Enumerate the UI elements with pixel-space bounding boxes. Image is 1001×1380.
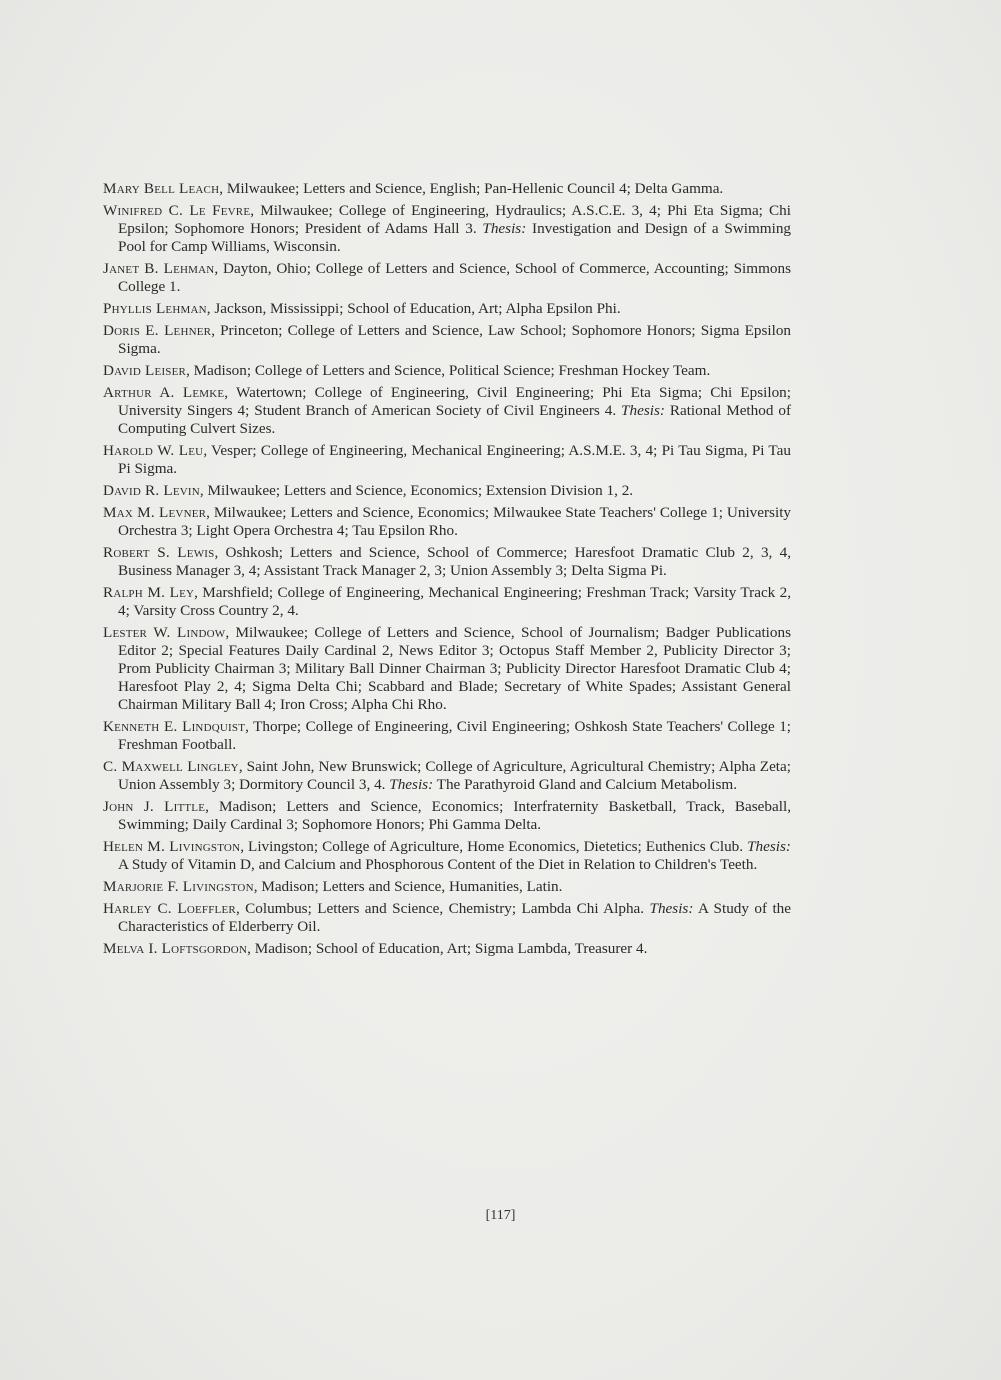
- entry-text: , Princeton; College of Letters and Science, Law School; Sophomore Honors; Sigma Epsilon Sigma.: [118, 322, 792, 357]
- entry-little: [103, 798, 791, 834]
- thesis-label: Thesis:: [621, 402, 665, 419]
- entry-name: Robert S. Lewis: [103, 544, 215, 561]
- entry-name: Arthur A. Lemke: [103, 384, 225, 401]
- thesis-text: Rational Method of Computing Culvert Sizes.: [118, 402, 791, 437]
- entry-le-fevre: [103, 202, 791, 256]
- entry-livingston-marjorie: [103, 878, 791, 896]
- entry-name: Doris E. Lehner: [103, 322, 212, 339]
- entry-name: Helen M. Livingston: [103, 838, 241, 855]
- entry-name: Ralph M. Ley: [103, 584, 195, 601]
- entry-name: C. Maxwell Lingley: [103, 758, 239, 775]
- entry-lewis: [103, 544, 791, 580]
- entry-text: , Jackson, Mississippi; School of Education, Art; Alpha Epsilon Phi.: [206, 300, 621, 317]
- entry-text: , Marshfield; College of Engineering, Mechanical Engineering; Freshman Track; Varsity Track 2, 4; Varsity Cross Country 2, 4.: [118, 584, 791, 619]
- entry-leiser: [103, 362, 791, 380]
- entry-name: David R. Levin: [103, 482, 200, 499]
- entry-leu: [103, 442, 791, 478]
- entry-levner: [103, 504, 791, 540]
- entry-name: Melva I. Loftsgordon: [103, 940, 248, 957]
- entry-lehman-phyllis: [103, 300, 791, 318]
- entry-text: , Thorpe; College of Engineering, Civil Engineering; Oshkosh State Teachers' College 1; Freshman Football.: [118, 718, 792, 753]
- entry-name: Kenneth E. Lindquist: [103, 718, 246, 735]
- entry-text: , Milwaukee; Letters and Science, Economics; Extension Division 1, 2.: [199, 482, 634, 499]
- entry-name: Lester W. Lindow: [103, 624, 226, 641]
- entry-name: Marjorie F. Livingston: [103, 878, 254, 895]
- entry-lehman-janet: [103, 260, 791, 296]
- entry-text: , Milwaukee; Letters and Science, English; Pan-Hellenic Council 4; Delta Gamma.: [219, 180, 724, 197]
- entry-text: , Milwaukee; Letters and Science, Economics; Milwaukee State Teachers' College 1; University Orchestra 3; Light Opera Orchestra 4; Tau Epsilon Rho.: [118, 504, 792, 539]
- thesis-label: Thesis:: [482, 220, 527, 237]
- entry-text: , Saint John, New Brunswick; College of Agriculture, Agricultural Chemistry; Alpha Zeta; Union Assembly 3; Dormitory Council 3, 4.: [118, 758, 791, 793]
- entry-text: , Madison; Letters and Science, Humanities, Latin.: [253, 878, 563, 895]
- entry-lingley: [103, 758, 791, 794]
- entry-name: Max M. Levner: [103, 504, 207, 521]
- entry-text: , Oshkosh; Letters and Science, School of Commerce; Haresfoot Dramatic Club 2, 3, 4, Business Manager 3, 4; Assistant Track Manager 2, 3; Union Assembly 3; Delta Sigma Pi.: [118, 544, 791, 579]
- thesis-text: Investigation and Design of a Swimming Pool for Camp Williams, Wisconsin.: [118, 220, 792, 255]
- entry-text: , Madison; Letters and Science, Economics; Interfraternity Basketball, Track, Baseball, Swimming; Daily Cardinal 3; Sophomore Honors; Phi Gamma Delta.: [118, 798, 791, 833]
- entry-loeffler: [103, 900, 791, 936]
- entry-ley: [103, 584, 791, 620]
- entry-livingston-helen: [103, 838, 791, 874]
- thesis-text: The Parathyroid Gland and Calcium Metabolism.: [433, 776, 737, 793]
- entry-name: John J. Little: [103, 798, 206, 815]
- entry-text: , Vesper; College of Engineering, Mechanical Engineering; A.S.M.E. 3, 4; Pi Tau Sigma, Pi Tau Pi Sigma.: [118, 442, 791, 477]
- entry-lindquist: [103, 718, 791, 754]
- thesis-label: Thesis:: [389, 776, 434, 793]
- entry-text: , Milwaukee; College of Letters and Science, School of Journalism; Badger Publications Editor 2; Special Features Daily Cardinal 2, News Editor 3; Octopus Staff Member 2, Publicity Director 3; Prom Publicity Chairman 3; Military Ball Dinner Chairman 3; Publicity Director Haresfoot Dramatic Club 4; Haresfoot Play 2, 4; Sigma Delta Chi; Scabbard and Blade; Secretary of White Spades; Assistant General Chairman Military Ball 4; Iron Cross; Alpha Chi Rho.: [118, 624, 791, 713]
- entry-name: David Leiser: [103, 362, 187, 379]
- entry-leach: [103, 180, 791, 198]
- entry-name: Phyllis Lehman: [103, 300, 207, 317]
- entry-text: , Columbus; Letters and Science, Chemistry; Lambda Chi Alpha.: [235, 900, 650, 917]
- entry-text: , Madison; School of Education, Art; Sigma Lambda, Treasurer 4.: [247, 940, 648, 957]
- entry-text: , Watertown; College of Engineering, Civil Engineering; Phi Eta Sigma; Chi Epsilon; University Singers 4; Student Branch of American Society of Civil Engineers 4.: [118, 384, 791, 419]
- entry-lehner: [103, 322, 791, 358]
- entry-lemke: [103, 384, 791, 438]
- thesis-label: Thesis:: [747, 838, 791, 855]
- entry-name: Mary Bell Leach: [103, 180, 220, 197]
- thesis-text: A Study of the Characteristics of Elderberry Oil.: [118, 900, 791, 935]
- entry-loftsgordon: [103, 940, 791, 958]
- biography-list: [103, 180, 791, 962]
- page-number: [117]: [485, 1208, 516, 1223]
- entry-text: , Dayton, Ohio; College of Letters and Science, School of Commerce, Accounting; Simmons College 1.: [118, 260, 791, 295]
- entry-name: Harold W. Leu: [103, 442, 204, 459]
- entry-text: , Madison; College of Letters and Science, Political Science; Freshman Hockey Team.: [186, 362, 711, 379]
- entry-text: , Livingston; College of Agriculture, Home Economics, Dietetics; Euthenics Club.: [240, 838, 748, 855]
- entry-name: Winifred C. Le Fevre: [103, 202, 251, 219]
- entry-name: Janet B. Lehman: [103, 260, 215, 277]
- entry-lindow: [103, 624, 791, 714]
- entry-text: , Milwaukee; College of Engineering, Hydraulics; A.S.C.E. 3, 4; Phi Eta Sigma; Chi Epsilon; Sophomore Honors; President of Adams Hall 3.: [118, 202, 791, 237]
- thesis-label: Thesis:: [649, 900, 694, 917]
- entry-levin: [103, 482, 791, 500]
- entry-name: Harley C. Loeffler: [103, 900, 236, 917]
- thesis-text: A Study of Vitamin D, and Calcium and Phosphorous Content of the Diet in Relation to Children's Teeth.: [118, 856, 758, 873]
